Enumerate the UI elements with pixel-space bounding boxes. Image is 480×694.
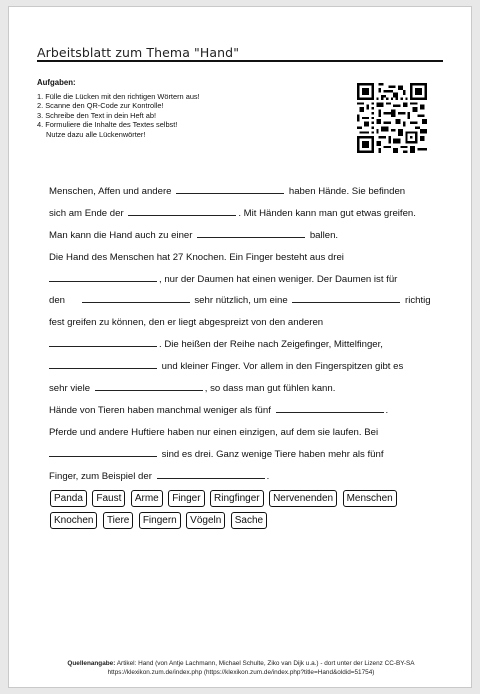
text-line-10: sehr viele , so dass man gut fühlen kann. bbox=[49, 378, 449, 400]
word-bank bbox=[50, 488, 470, 532]
word-chip[interactable]: Finger bbox=[168, 490, 204, 507]
task-item-4-continued: Nutze dazu alle Lückenwörter! bbox=[46, 129, 146, 139]
text-line-13: sind es drei. Ganz wenige Tiere haben mehr als fünf bbox=[49, 444, 449, 466]
text-line-14: Finger, zum Beispiel der . bbox=[49, 466, 449, 488]
footer-citation: Artikel: Hand (von Antje Lachmann, Michael Schulte, Ziko van Dijk u.a.) - dort unter der Lizenz CC-BY-SA bbox=[116, 660, 415, 667]
blank-2[interactable] bbox=[128, 205, 236, 216]
qr-code-icon[interactable] bbox=[357, 83, 427, 153]
text-line-8: . Die heißen der Reihe nach Zeigefinger, Mittelfinger, bbox=[49, 334, 449, 356]
word-chip[interactable]: Nervenenden bbox=[269, 490, 337, 507]
task-item-4: 4. Formuliere die Inhalte des Textes selbst! bbox=[37, 120, 178, 130]
blank-3[interactable] bbox=[197, 227, 305, 238]
word-chip[interactable]: Panda bbox=[50, 490, 87, 507]
task-item-1: 1. Fülle die Lücken mit den richtigen Wörtern aus! bbox=[37, 91, 200, 101]
text-line-12: Pferde und andere Huftiere haben nur einen einzigen, auf dem sie laufen. Bei bbox=[49, 426, 379, 438]
source-footer bbox=[9, 659, 473, 677]
blank-1[interactable] bbox=[176, 183, 284, 194]
worksheet-page bbox=[8, 6, 472, 688]
blank-4[interactable] bbox=[49, 271, 157, 282]
word-bank-row-1 bbox=[50, 488, 470, 510]
text-line-6: den sehr nützlich, um eine richtig bbox=[49, 290, 449, 312]
task-heading: Aufgaben: bbox=[37, 78, 76, 87]
word-chip[interactable]: Ringfinger bbox=[210, 490, 264, 507]
footer-link[interactable]: https://klexikon.zum.de/index.php (https://klexikon.zum.de/index.php?title=Hand&oldid=51754) bbox=[107, 669, 375, 676]
footer-label: Quellenangabe: bbox=[67, 660, 116, 667]
page-title: Arbeitsblatt zum Thema "Hand" bbox=[37, 45, 240, 60]
task-list bbox=[37, 78, 200, 140]
word-chip[interactable]: Menschen bbox=[343, 490, 397, 507]
text-line-4: Die Hand des Menschen hat 27 Knochen. Ein Finger besteht aus drei bbox=[49, 251, 344, 263]
text-line-11: Hände von Tieren haben manchmal weniger als fünf . bbox=[49, 400, 449, 422]
text-line-9: und kleiner Finger. Vor allem in den Fingerspitzen gibt es bbox=[49, 356, 449, 378]
blank-8[interactable] bbox=[49, 358, 157, 369]
blank-10[interactable] bbox=[276, 402, 384, 413]
word-chip[interactable]: Fingern bbox=[139, 512, 181, 529]
footer-line-1 bbox=[9, 659, 473, 668]
blank-12[interactable] bbox=[157, 468, 265, 479]
task-item-3: 3. Schreibe den Text in dein Heft ab! bbox=[37, 110, 157, 120]
word-chip[interactable]: Sache bbox=[231, 512, 267, 529]
word-chip[interactable]: Faust bbox=[92, 490, 125, 507]
blank-11[interactable] bbox=[49, 446, 157, 457]
word-chip[interactable]: Knochen bbox=[50, 512, 97, 529]
text-line-2: sich am Ende der . Mit Händen kann man gut etwas greifen. bbox=[49, 203, 449, 225]
blank-7[interactable] bbox=[49, 336, 157, 347]
title-underline bbox=[37, 60, 443, 62]
text-line-7: fest greifen zu können, den er liegt abgespreizt von den anderen bbox=[49, 317, 324, 329]
text-line-3: Man kann die Hand auch zu einer ballen. bbox=[49, 225, 449, 247]
blank-9[interactable] bbox=[95, 380, 203, 391]
word-chip[interactable]: Arme bbox=[131, 490, 163, 507]
blank-6[interactable] bbox=[292, 292, 400, 303]
cloze-text bbox=[49, 181, 449, 487]
text-line-5: , nur der Daumen hat einen weniger. Der Daumen ist für bbox=[49, 269, 449, 291]
task-item-2: 2. Scanne den QR-Code zur Kontrolle! bbox=[37, 101, 164, 111]
blank-5[interactable] bbox=[82, 292, 190, 303]
word-chip[interactable]: Tiere bbox=[103, 512, 133, 529]
text-line-1: Menschen, Affen und andere haben Hände. Sie befinden bbox=[49, 181, 449, 203]
word-bank-row-2 bbox=[50, 510, 470, 532]
word-chip[interactable]: Vögeln bbox=[186, 512, 225, 529]
